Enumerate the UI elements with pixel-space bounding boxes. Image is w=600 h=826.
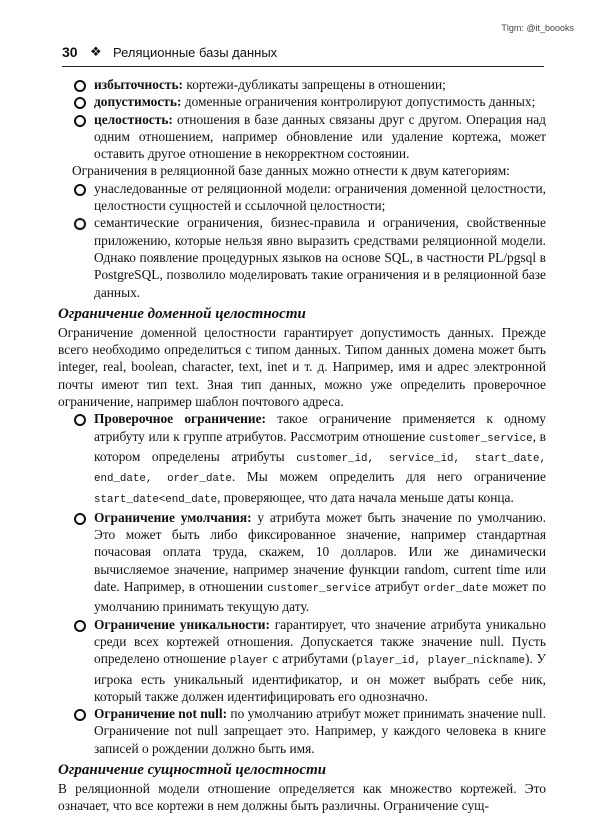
bullet-icon [74,709,86,721]
constraints-list [58,410,546,757]
page-number: 30 [62,44,78,60]
section-heading: Ограничение доменной целостности [58,305,306,322]
bullet-icon [74,620,86,632]
list-item: Ограничение уникальности: гарантирует, что значение атрибута уникально среди всех кортежей отношения. Допускается также значение null. Пусть определено отношение player с атрибутами (player_id, player_nickname). У игрока есть уникальный идентификатор, и он может выбрать себе ник, который также должен идентифицировать его однозначно. [72,616,546,705]
bullet-icon [74,80,86,92]
page-body [58,76,546,815]
channel-tag: Tlgm: @it_boooks [501,23,574,33]
list-item: избыточность: кортежи-дубликаты запрещены в отношении; [72,76,546,93]
paragraph: Ограничение доменной целостности гарантирует допустимость данных. Прежде всего необходимо определиться с типом данных. Типом данных домена может быть integer, real, boolean, character, text, inet и т. д. Например, имя и адрес электронной почты имеют тип text. Зная тип данных, можно уже определить проверочное ограничение, например шаблон почтового адреса. [58,324,546,410]
ornament-icon: ❖ [90,44,102,59]
list-item: унаследованные от реляционной модели: ограничения доменной целостности, целостности сущностей и ссылочной целостности; [72,180,546,215]
list-item: целостность: отношения в базе данных связаны друг с другом. Операция над одним отношением, например обновление или удаление кортежа, может оставить другое отношение в некорректном состоянии. [72,111,546,163]
bullet-icon [74,97,86,109]
bullet-icon [74,184,86,196]
properties-list [58,76,546,162]
page-header [62,44,544,67]
list-item: Проверочное ограничение: такое ограничение применяется к одному атрибуту или к группе атрибутов. Рассмотрим отношение customer_service, в котором определены атрибуты customer_id, service_id, start_date, end_date, order_date. Мы можем определить для него ограничение start_date<end_date, проверяющее, что дата начала меньше даты конца. [72,410,546,508]
paragraph: В реляционной модели отношение определяется как множество кортежей. Это означает, что все кортежи в нем должны быть различны. Ограничение сущ- [58,780,546,814]
bullet-icon [74,218,86,230]
list-item: Ограничение умолчания: у атрибута может быть значение по умолчанию. Это может быть либо фиксированное значение, например стандартная почасовая оплата труда, скажем, 10 долларов. Или же динамически вычисляемое значение, например значение функции random, current time или date. Например, в отношении customer_service атрибут order_date может по умолчанию принимать текущую дату. [72,509,546,616]
bullet-icon [74,513,86,525]
categories-list [58,180,546,301]
bullet-icon [74,414,86,426]
list-item: семантические ограничения, бизнес-правила и ограничения, свойственные приложению, которые нельзя явно выразить средствами реляционной модели. Однако появление процедурных языков на основе SQL, в частности PL/pgsql в PostgreSQL, позволило моделировать такие ограничения и в реляционной базе данных. [72,214,546,300]
bullet-icon [74,115,86,127]
list-item: допустимость: доменные ограничения контролируют допустимость данных; [72,93,546,110]
section-heading: Ограничение сущностной целостности [58,761,327,778]
paragraph: Ограничения в реляционной базе данных можно отнести к двум категориям: [72,163,510,179]
chapter-title: Реляционные базы данных [113,45,278,60]
list-item: Ограничение not null: по умолчанию атрибут может принимать значение null. Ограничение not null запрещает это. Например, у каждого человека в книге записей о рождении должно быть имя. [72,705,546,757]
